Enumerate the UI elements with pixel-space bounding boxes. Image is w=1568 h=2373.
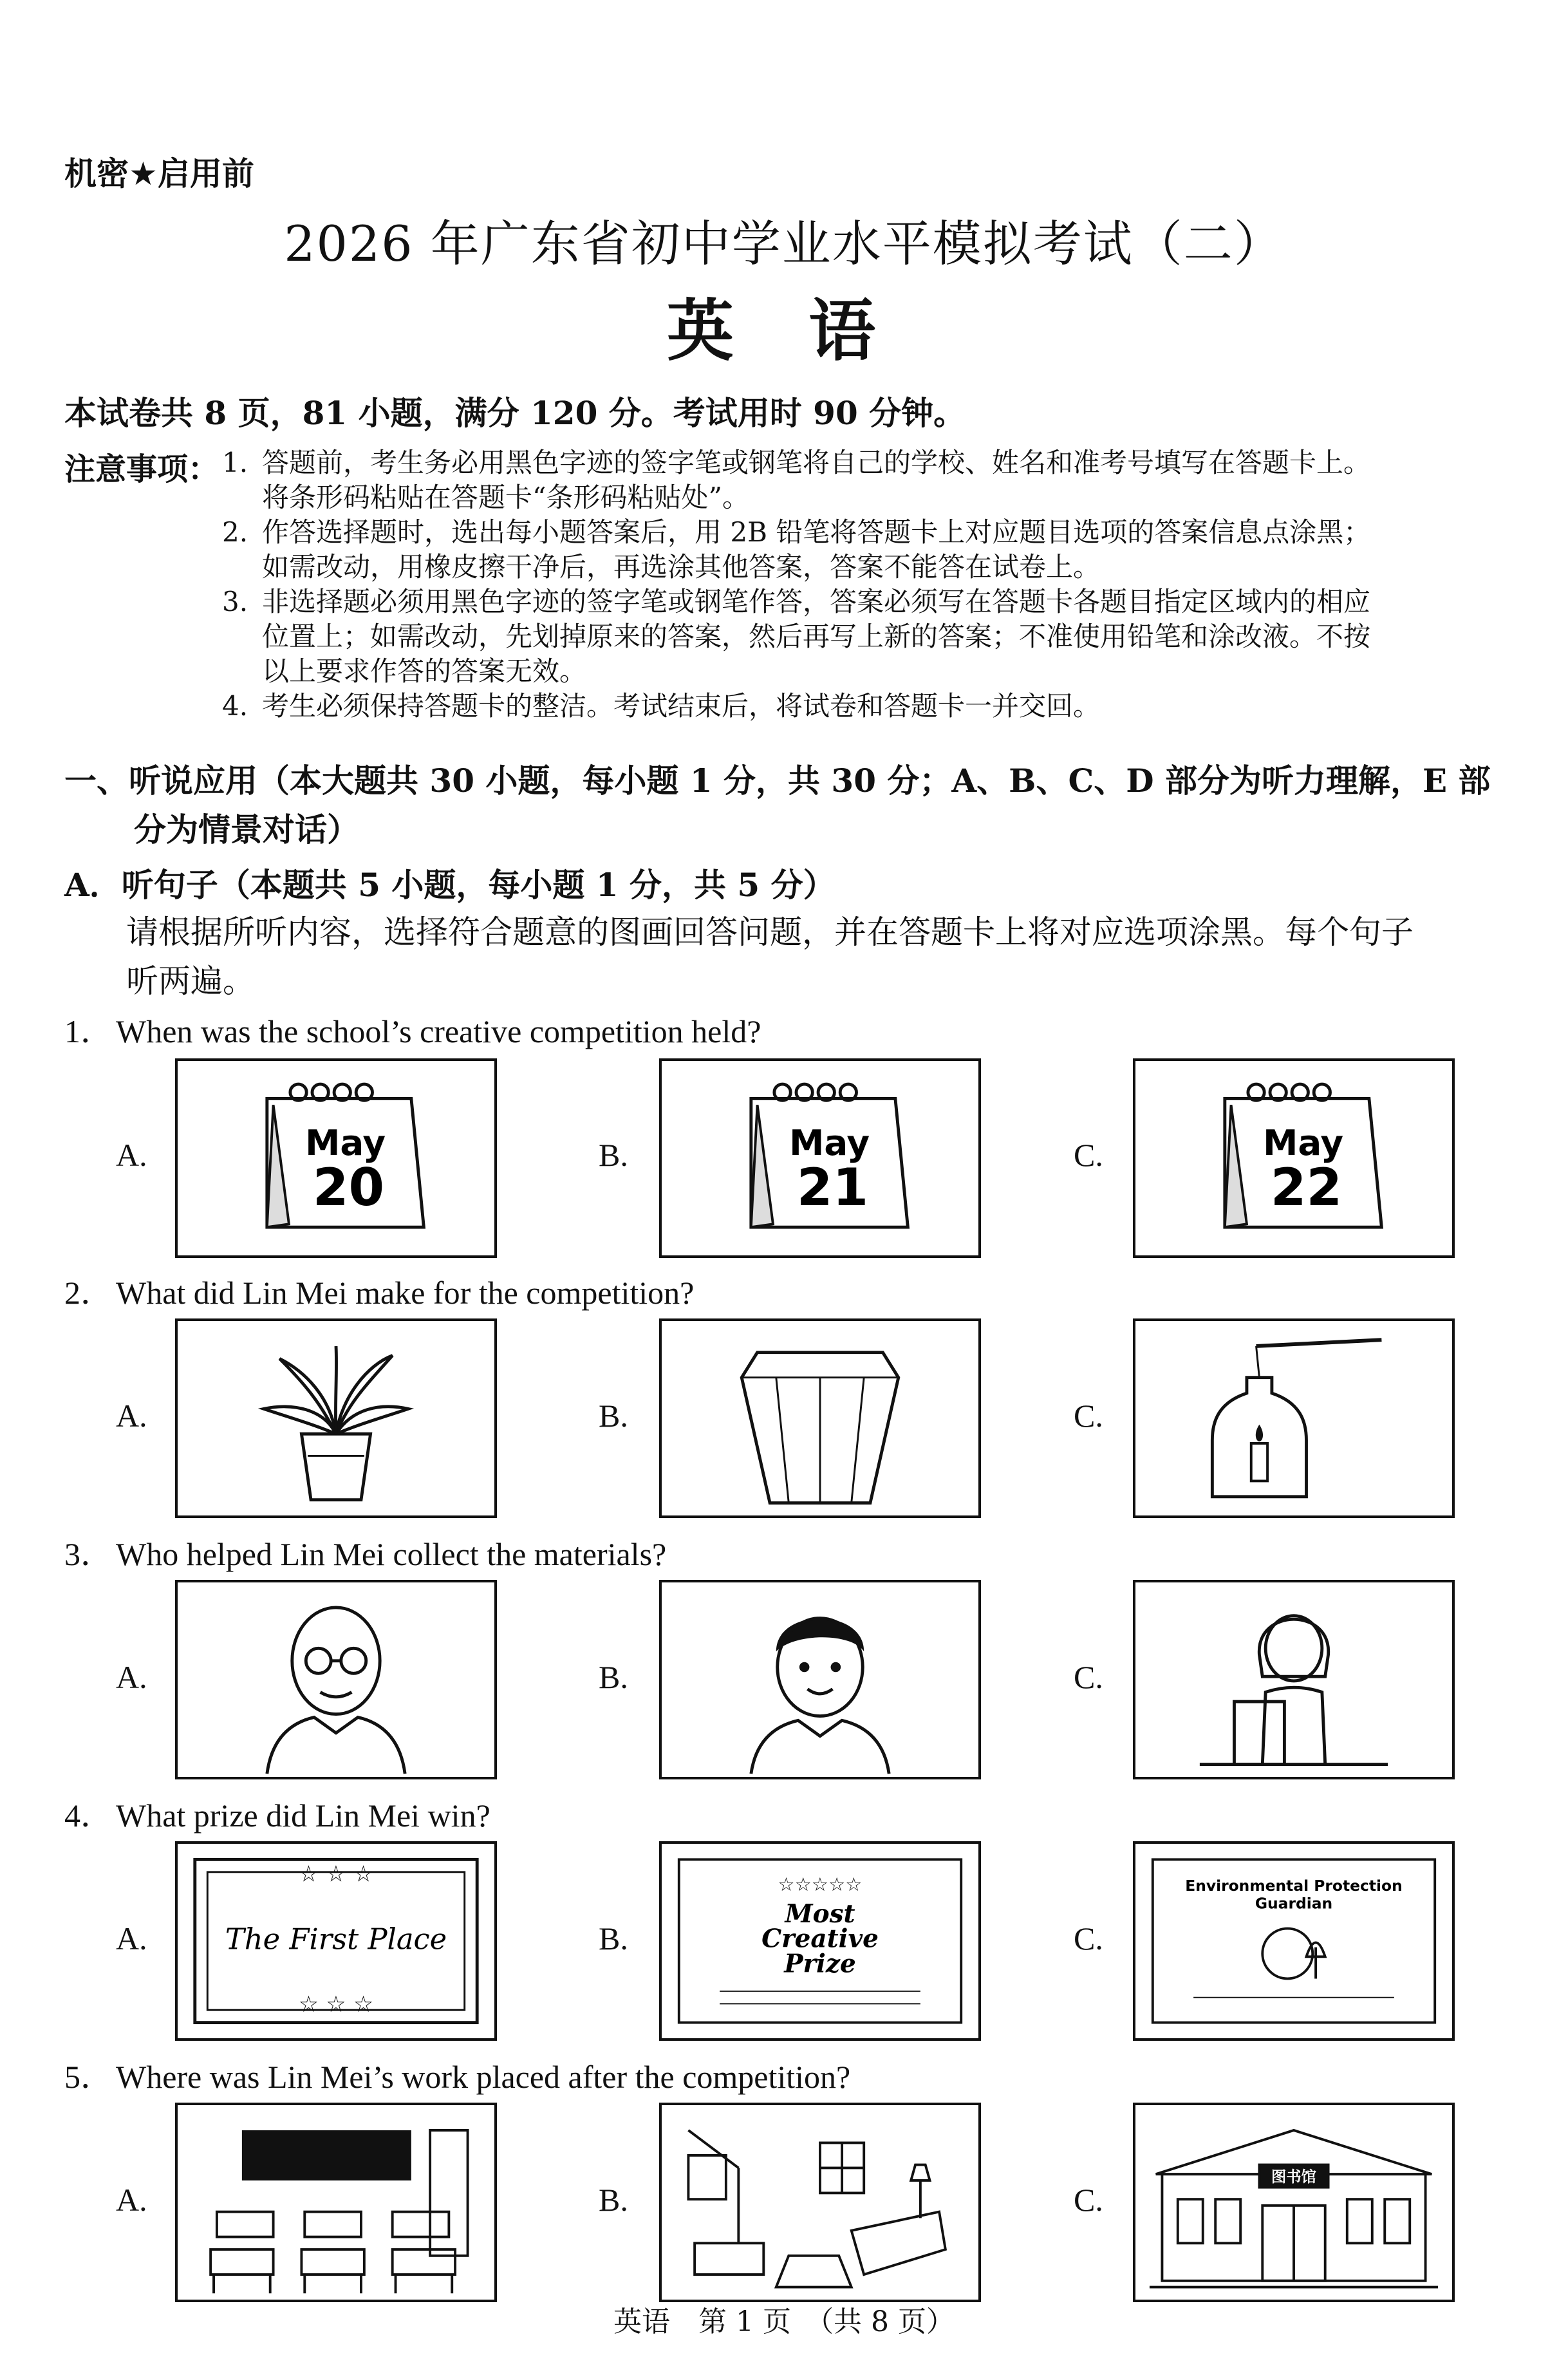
option-label: B. xyxy=(599,1659,628,1695)
certificate-title: Prize xyxy=(784,1949,856,1979)
calendar-day: 22 xyxy=(1270,1158,1343,1218)
certificate-title: Creative xyxy=(761,1924,879,1954)
calendar-day: 21 xyxy=(796,1158,869,1218)
option-label: A. xyxy=(116,1398,147,1434)
notice-label: 注意事项： xyxy=(64,451,219,487)
page-footer: 英语 第 1 页 （共 8 页） xyxy=(613,2305,955,2338)
q5-option-b-living-room-icon[interactable] xyxy=(659,2103,981,2302)
certificate-title: The First Place xyxy=(225,1922,447,1956)
certificate-title: Most xyxy=(785,1899,855,1929)
q4-option-c-certificate-icon[interactable] xyxy=(1133,1841,1455,2041)
calendar-day: 20 xyxy=(312,1158,385,1218)
option-label: C. xyxy=(1074,1659,1103,1695)
certificate-title: Environmental Protection xyxy=(1185,1877,1403,1895)
q2-option-a-potted-plant-icon[interactable] xyxy=(175,1318,497,1518)
option-label: A. xyxy=(116,1920,147,1956)
globe-icon xyxy=(1262,1929,1312,1979)
notice-item: 3. 非选择题必须用黑色字迹的签字笔或钢笔作答，答案必须写在答题卡各题目指定区域内的相应 位置上；如需改动，先划掉原来的答案，然后再写上新的答案；不准使用铅笔和涂改液。不按 以上要求作答的答案无效。 xyxy=(222,586,1371,687)
notice-item: 4. 考生必须保持答题卡的整洁。考试结束后，将试卷和答题卡一并交回。 xyxy=(222,690,1101,722)
q5-option-a-classroom-icon[interactable] xyxy=(175,2103,497,2302)
option-label: B. xyxy=(599,2182,628,2218)
notice-list xyxy=(222,446,1503,724)
question-5: 5． Where was Lin Mei’s work placed after the competition? xyxy=(64,2059,851,2095)
exam-title: 2026 年广东省初中学业水平模拟考试（二） xyxy=(284,215,1284,272)
q3-option-a-grandfather-icon[interactable] xyxy=(175,1580,497,1779)
svg-text:☆ ☆ ☆: ☆ ☆ ☆ xyxy=(298,1991,374,2018)
q1-option-c-calendar-icon[interactable] xyxy=(1133,1058,1455,1258)
q4-option-a-certificate-icon[interactable] xyxy=(175,1841,497,2041)
option-label: B. xyxy=(599,1137,628,1173)
option-label: C. xyxy=(1074,1137,1103,1173)
subject-title: 英 语 xyxy=(666,292,902,370)
option-label: B. xyxy=(599,1920,628,1956)
question-2: 2． What did Lin Mei make for the competition? xyxy=(64,1275,695,1311)
option-label: C. xyxy=(1074,1920,1103,1956)
calendar-month: May xyxy=(789,1122,870,1164)
option-label: A. xyxy=(116,1659,147,1695)
option-label: C. xyxy=(1074,2182,1103,2218)
part-a-instructions: 请根据所听内容，选择符合题意的图画回答问题，并在答题卡上将对应选项涂黑。每个句子 听两遍。 xyxy=(126,914,1414,1000)
calendar-month: May xyxy=(1263,1122,1344,1164)
q1-option-b-calendar-icon[interactable] xyxy=(659,1058,981,1258)
q2-option-b-paper-box-icon[interactable] xyxy=(659,1318,981,1518)
part-a-heading: A．听句子（本题共 5 小题，每小题 1 分，共 5 分） xyxy=(64,866,835,904)
q4-option-b-certificate-icon[interactable] xyxy=(659,1841,981,2041)
svg-text:☆ ☆ ☆: ☆ ☆ ☆ xyxy=(298,1861,374,1888)
calendar-month: May xyxy=(305,1122,386,1164)
question-4: 4． What prize did Lin Mei win? xyxy=(64,1797,490,1834)
option-label: A. xyxy=(116,1137,147,1173)
q3-option-c-teacher-icon[interactable] xyxy=(1133,1580,1455,1779)
q1-option-a-calendar-icon[interactable] xyxy=(175,1058,497,1258)
q5-option-c-library-building-icon[interactable] xyxy=(1133,2103,1455,2302)
question-3: 3． Who helped Lin Mei collect the materials? xyxy=(64,1536,667,1572)
svg-text:☆☆☆☆☆: ☆☆☆☆☆ xyxy=(778,1873,863,1896)
certificate-title: Guardian xyxy=(1255,1894,1333,1913)
q2-option-c-bottle-lamp-icon[interactable] xyxy=(1133,1318,1455,1518)
tree-icon xyxy=(1306,1942,1325,1978)
q3-option-b-boy-icon[interactable] xyxy=(659,1580,981,1779)
question-1: 1． When was the school’s creative competition held? xyxy=(64,1013,761,1049)
notice-item: 2. 作答选择题时，选出每小题答案后，用 2B 铅笔将答题卡上对应题目选项的答案信息点涂黑； 如需改动，用橡皮擦干净后，再选涂其他答案，答案不能答在试卷上。 xyxy=(222,516,1371,583)
library-sign: 图书馆 xyxy=(1271,2167,1317,2186)
exam-info: 本试卷共 8 页，81 小题，满分 120 分。考试用时 90 分钟。 xyxy=(64,394,966,432)
section-heading: 一、听说应用（本大题共 30 小题，每小题 1 分，共 30 分；A、B、C、D 部分为听力理解，E 部 分为情景对话） xyxy=(64,762,1491,849)
option-label: B. xyxy=(599,1398,628,1434)
option-label: C. xyxy=(1074,1398,1103,1434)
option-label: A. xyxy=(116,2182,147,2218)
notice-item: 1. 答题前，考生务必用黑色字迹的签字笔或钢笔将自己的学校、姓名和准考号填写在答题卡上。 将条形码粘贴在答题卡“条形码粘贴处”。 xyxy=(222,447,1371,513)
confidential-mark: 机密★启用前 xyxy=(64,155,254,192)
